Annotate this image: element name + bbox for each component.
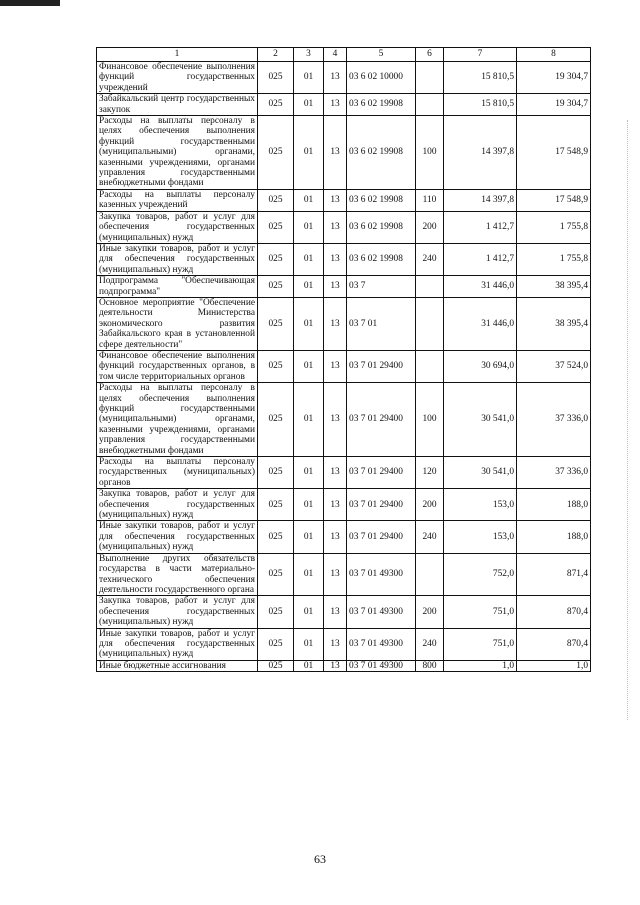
subsection-code: 13 (324, 243, 347, 275)
section-code: 01 (294, 276, 324, 298)
subsection-code: 13 (324, 383, 347, 457)
target-article-code: 03 7 01 29400 (347, 489, 416, 521)
ministry-code: 025 (258, 276, 294, 298)
row-description: Расходы на выплаты персоналу казенных учреждений (97, 189, 258, 211)
section-code: 01 (294, 62, 324, 94)
section-code: 01 (294, 211, 324, 243)
target-article-code: 03 6 02 19908 (347, 243, 416, 275)
section-code: 01 (294, 297, 324, 350)
amount-year-2: 1,0 (517, 660, 591, 671)
expense-type-code (416, 553, 444, 596)
amount-year-2: 37 336,0 (517, 457, 591, 489)
scan-edge-line (626, 120, 628, 720)
table-row (97, 489, 591, 521)
amount-year-1: 752,0 (444, 553, 517, 596)
ministry-code: 025 (258, 628, 294, 660)
table-row (97, 553, 591, 596)
table-row (97, 660, 591, 671)
expense-type-code: 200 (416, 489, 444, 521)
row-description: Подпрограмма "Обеспечивающая подпрограмма" (97, 276, 258, 298)
subsection-code: 13 (324, 189, 347, 211)
subsection-code: 13 (324, 660, 347, 671)
section-code: 01 (294, 189, 324, 211)
target-article-code: 03 7 01 (347, 297, 416, 350)
section-code: 01 (294, 660, 324, 671)
section-code: 01 (294, 243, 324, 275)
row-description: Расходы на выплаты персоналу в целях обеспечения выполнения функций государственными (муниципальными) органами, казенными учреждениями, органами управления государственными внебюджетными фондами (97, 116, 258, 190)
amount-year-1: 14 397,8 (444, 189, 517, 211)
expense-type-code (416, 276, 444, 298)
target-article-code: 03 6 02 19908 (347, 189, 416, 211)
subsection-code: 13 (324, 297, 347, 350)
target-article-code: 03 7 01 49300 (347, 596, 416, 628)
column-header: 7 (444, 48, 517, 62)
column-header: 6 (416, 48, 444, 62)
ministry-code: 025 (258, 596, 294, 628)
ministry-code: 025 (258, 383, 294, 457)
amount-year-2: 17 548,9 (517, 189, 591, 211)
column-header: 2 (258, 48, 294, 62)
row-description: Закупка товаров, работ и услуг для обеспечения государственных (муниципальных) нужд (97, 211, 258, 243)
section-code: 01 (294, 628, 324, 660)
section-code: 01 (294, 553, 324, 596)
table-row (97, 350, 591, 382)
amount-year-1: 31 446,0 (444, 297, 517, 350)
target-article-code: 03 6 02 19908 (347, 116, 416, 190)
section-code: 01 (294, 596, 324, 628)
table-row (97, 116, 591, 190)
expense-type-code: 200 (416, 596, 444, 628)
row-description: Иные закупки товаров, работ и услуг для обеспечения государственных (муниципальных) нужд (97, 628, 258, 660)
table-row (97, 243, 591, 275)
amount-year-1: 30 694,0 (444, 350, 517, 382)
ministry-code: 025 (258, 489, 294, 521)
ministry-code: 025 (258, 211, 294, 243)
row-description: Выполнение других обязательств государства в части материально-технического обеспечения деятельности государственного органа (97, 553, 258, 596)
amount-year-2: 870,4 (517, 596, 591, 628)
amount-year-1: 1 412,7 (444, 211, 517, 243)
expense-type-code: 240 (416, 243, 444, 275)
amount-year-1: 1,0 (444, 660, 517, 671)
row-description: Иные закупки товаров, работ и услуг для обеспечения государственных (муниципальных) нужд (97, 243, 258, 275)
page-number: 63 (314, 852, 326, 866)
expense-type-code: 800 (416, 660, 444, 671)
target-article-code: 03 6 02 19908 (347, 211, 416, 243)
ministry-code: 025 (258, 116, 294, 190)
target-article-code: 03 7 01 29400 (347, 383, 416, 457)
ministry-code: 025 (258, 660, 294, 671)
amount-year-2: 1 755,8 (517, 243, 591, 275)
target-article-code: 03 7 01 29400 (347, 521, 416, 553)
amount-year-2: 188,0 (517, 489, 591, 521)
subsection-code: 13 (324, 350, 347, 382)
amount-year-1: 14 397,8 (444, 116, 517, 190)
row-description: Забайкальский центр государственных закупок (97, 94, 258, 116)
column-header: 8 (517, 48, 591, 62)
table-row (97, 276, 591, 298)
amount-year-2: 1 755,8 (517, 211, 591, 243)
table-row (97, 94, 591, 116)
row-description: Основное мероприятие "Обеспечение деятельности Министерства экономического развития Забайкальского края в установленной сфере деятельности" (97, 297, 258, 350)
column-header: 4 (324, 48, 347, 62)
section-code: 01 (294, 383, 324, 457)
amount-year-2: 37 524,0 (517, 350, 591, 382)
expense-type-code: 240 (416, 628, 444, 660)
amount-year-2: 188,0 (517, 521, 591, 553)
amount-year-2: 870,4 (517, 628, 591, 660)
ministry-code: 025 (258, 350, 294, 382)
amount-year-2: 38 395,4 (517, 297, 591, 350)
amount-year-2: 37 336,0 (517, 383, 591, 457)
row-description: Иные бюджетные ассигнования (97, 660, 258, 671)
table-row (97, 297, 591, 350)
table-row (97, 596, 591, 628)
target-article-code: 03 6 02 19908 (347, 94, 416, 116)
section-code: 01 (294, 94, 324, 116)
budget-table (96, 47, 591, 672)
ministry-code: 025 (258, 243, 294, 275)
amount-year-1: 31 446,0 (444, 276, 517, 298)
amount-year-1: 153,0 (444, 489, 517, 521)
expense-type-code: 100 (416, 383, 444, 457)
amount-year-2: 17 548,9 (517, 116, 591, 190)
amount-year-2: 19 304,7 (517, 62, 591, 94)
subsection-code: 13 (324, 211, 347, 243)
row-description: Финансовое обеспечение выполнения функций государственных учреждений (97, 62, 258, 94)
target-article-code: 03 7 01 49300 (347, 628, 416, 660)
ministry-code: 025 (258, 457, 294, 489)
subsection-code: 13 (324, 62, 347, 94)
column-header: 3 (294, 48, 324, 62)
subsection-code: 13 (324, 628, 347, 660)
subsection-code: 13 (324, 553, 347, 596)
amount-year-1: 751,0 (444, 628, 517, 660)
section-code: 01 (294, 489, 324, 521)
section-code: 01 (294, 457, 324, 489)
table-row (97, 457, 591, 489)
expense-type-code: 110 (416, 189, 444, 211)
subsection-code: 13 (324, 116, 347, 190)
ministry-code: 025 (258, 521, 294, 553)
expense-type-code (416, 297, 444, 350)
subsection-code: 13 (324, 596, 347, 628)
amount-year-2: 871,4 (517, 553, 591, 596)
table-row (97, 383, 591, 457)
ministry-code: 025 (258, 94, 294, 116)
expense-type-code: 240 (416, 521, 444, 553)
expense-type-code: 100 (416, 116, 444, 190)
amount-year-1: 153,0 (444, 521, 517, 553)
row-description: Финансовое обеспечение выполнения функций государственных органов, в том числе территориальных органов (97, 350, 258, 382)
table-row (97, 628, 591, 660)
subsection-code: 13 (324, 276, 347, 298)
section-code: 01 (294, 350, 324, 382)
table-row (97, 521, 591, 553)
table-row (97, 62, 591, 94)
subsection-code: 13 (324, 521, 347, 553)
column-header: 5 (347, 48, 416, 62)
row-description: Расходы на выплаты персоналу в целях обеспечения выполнения функций государственными (муниципальными) органами, казенными учреждениями, органами управления государственными внебюджетными фондами (97, 383, 258, 457)
amount-year-1: 15 810,5 (444, 62, 517, 94)
amount-year-2: 38 395,4 (517, 276, 591, 298)
scan-top-mark (0, 0, 60, 6)
table-row (97, 189, 591, 211)
amount-year-1: 30 541,0 (444, 457, 517, 489)
target-article-code: 03 7 01 29400 (347, 457, 416, 489)
row-description: Закупка товаров, работ и услуг для обеспечения государственных (муниципальных) нужд (97, 596, 258, 628)
ministry-code: 025 (258, 553, 294, 596)
expense-type-code (416, 350, 444, 382)
target-article-code: 03 6 02 10000 (347, 62, 416, 94)
expense-type-code (416, 94, 444, 116)
subsection-code: 13 (324, 94, 347, 116)
expense-type-code (416, 62, 444, 94)
target-article-code: 03 7 01 49300 (347, 553, 416, 596)
ministry-code: 025 (258, 297, 294, 350)
target-article-code: 03 7 (347, 276, 416, 298)
amount-year-1: 15 810,5 (444, 94, 517, 116)
table-row (97, 211, 591, 243)
amount-year-2: 19 304,7 (517, 94, 591, 116)
subsection-code: 13 (324, 457, 347, 489)
table-header-row (97, 48, 591, 62)
column-header: 1 (97, 48, 258, 62)
target-article-code: 03 7 01 49300 (347, 660, 416, 671)
section-code: 01 (294, 521, 324, 553)
row-description: Расходы на выплаты персоналу государственных (муниципальных) органов (97, 457, 258, 489)
expense-type-code: 200 (416, 211, 444, 243)
row-description: Иные закупки товаров, работ и услуг для обеспечения государственных (муниципальных) нужд (97, 521, 258, 553)
ministry-code: 025 (258, 62, 294, 94)
expense-type-code: 120 (416, 457, 444, 489)
subsection-code: 13 (324, 489, 347, 521)
amount-year-1: 1 412,7 (444, 243, 517, 275)
amount-year-1: 30 541,0 (444, 383, 517, 457)
target-article-code: 03 7 01 29400 (347, 350, 416, 382)
ministry-code: 025 (258, 189, 294, 211)
section-code: 01 (294, 116, 324, 190)
amount-year-1: 751,0 (444, 596, 517, 628)
row-description: Закупка товаров, работ и услуг для обеспечения государственных (муниципальных) нужд (97, 489, 258, 521)
